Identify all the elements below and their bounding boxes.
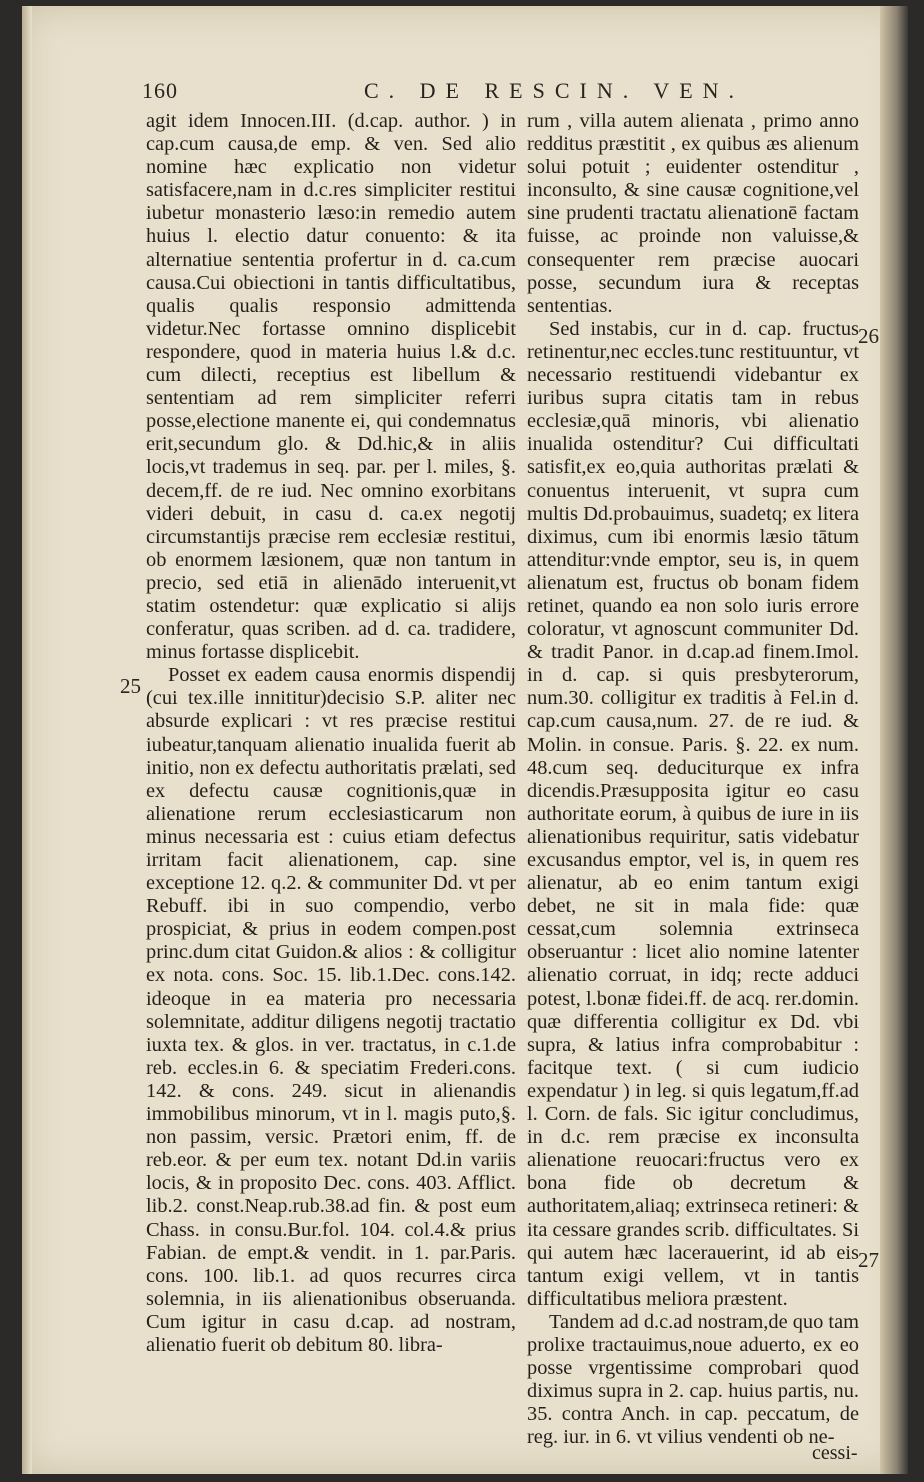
- running-title: C. DE RESCIN. VEN.: [364, 78, 745, 103]
- left-paragraph-1: agit idem Innocen.III. (d.cap. author. ) in cap.cum causa,de emp. & ven. Sed alio nomine hæc explicatio non videtur satisfacere,nam in d.c.res simpliciter restitui iubetur monasterio læso:in remedio autem huius l. electio datur conuento: & ita alternatiue sententia profertur in d. ca.cum causa.Cui obiectioni in tantis difficultatibus, qualis qualis responsio admittenda videtur.Nec fortasse omnino displicebit respondere, quod in materia huius l.& d.c. cum dilecti, receptius est libellum & sententiam ad rem simpliciter referri posse,electione manente ei, qui condemnatus erit,secundum glo. & Dd.hic,& in aliis locis,vt trademus in seq. par. per l. miles, §. decem,ff. de re iud. Nec omnino exorbitans videri debuit, in casu d. ca.ex negotij circumstantijs præcise rem ecclesiæ restitui, ob enormem læsionem, quæ non tantum in precio, sed etiā in alienādo interuenit,vt statim ostendetur: quæ explicatio si alijs conferatur, quas scriben. ad d. ca. tradidere, minus fortasse displicebit.: [146, 110, 516, 664]
- left-paragraph-2: Posset ex eadem causa enormis dispendij (cui tex.ille innititur)decisio S.P. aliter nec absurde explicari : vt res præcise restitui iubeatur,tanquam alienatio inualida fuerit ab initio, non ex defectu authoritatis prælati, sed ex defectu causæ cognitionis,quæ in alienatione rerum ecclesiasticarum non minus necessaria est : cuius etiam defectus irritam facit alienationem, cap. sine exceptione 12. q.2. & communiter Dd. vt per Rebuff. ibi in suo compendio, verbo prospiciat, & prius in eodem compen.post princ.dum citat Guidon.& alios : & colligitur ex nota. cons. Soc. 15. lib.1.Dec. cons.142. ideoque in ea materia pro necessaria solemnitate, additur diligens negotij tractatio iuxta tex. & glos. in ver. tractatus, in c.1.de reb. eccles.in 6. & speciatim Frederi.cons. 142. & cons. 249. sicut in alienandis immobilibus minorum, vt in l. magis puto,§. non passim, versic. Prætori enim, ff. de reb.eor. & per eum tex. notant Dd.in variis locis, & in proposito Dec. cons. 403. Afflict. lib.2. const.Neap.rub.38.ad fin. & post eum Chass. in consu.Bur.fol. 104. col.4.& prius Fabian. de empt.& vendit. in 1. par.Paris. cons. 100. lib.1. ad quos recurres circa solemnia, in iis alienationibus obseruanda. Cum igitur in casu d.cap. ad nostram, alienatio fuerit ob debitum 80. libra-: [146, 664, 516, 1356]
- book-page: [22, 6, 908, 1474]
- right-paragraph-1: rum , villa autem alienata , primo anno redditus præstitit , ex quibus æs alienum solui potuit ; euidenter ostenditur , inconsulto, & sine causæ cognitione,vel sine prudenti tractatu alienationē factam fuisse, ac proinde non valuisse,& consequenter rem præcise auocari posse, secundum iura & receptas sententias.: [527, 110, 859, 317]
- page-number: 160: [142, 78, 178, 103]
- right-paragraph-3: Tandem ad d.c.ad nostram,de quo tam prolixe tractauimus,noue aduerto, ex eo posse vrgentissime comprobari quod diximus supra in 2. cap. huius partis, nu. 35. contra Anch. in cap. peccatum, de reg. iur. in 6. vt vilius vendenti ob ne-: [527, 1310, 860, 1449]
- left-column: [146, 110, 516, 1357]
- catchword: cessi-: [812, 1442, 858, 1464]
- right-column: [527, 110, 859, 1449]
- margin-number-26: 26: [858, 324, 879, 348]
- margin-number-25: 25: [120, 674, 141, 698]
- page-gutter: [880, 6, 908, 1474]
- right-paragraph-2: Sed instabis, cur in d. cap. fructus retinentur,nec eccles.tunc restituuntur, vt necessario restituendi videbantur ex iuribus supra citatis tam in rebus ecclesiæ,quā minoris, vbi alienatio inualida ostenditur? Cui difficultati satisfit,ex eo,quia authoritas prælati & conuentus interuenit, vt supra cum multis Dd.probauimus, suadetq; ex litera diximus, cum ibi enormis læsio tātum attenditur:vnde emptor, seu is, in quem alienatum est, fructus ob bonam fidem retinet, quando ea non solo iuris errore coloratur, vt agnoscunt communiter Dd. & tradit Panor. in d.cap.ad finem.Imol. in d. cap. si quis presbyterorum, num.30. colligitur ex traditis à Fel.in d. cap.cum causa,num. 27. de re iud. & Molin. in consue. Paris. §. 22. ex num. 48.cum seq. deduciturque ex infra dicendis.Præsupposita igitur eo casu authoritate eorum, à quibus de iure in iis alienationibus requiritur, satis videbatur excusandus emptor, vel is, in quem res alienatur, ab eo enim tantum exigi debet, ne sit in mala fide: quæ cessat,cum solemnia extrinseca obseruantur : licet alio nomine latenter alienatio corruat, in idq; recte adduci potest, l.bonæ fidei.ff. de acq. rer.domin. quæ differentia colligitur ex Dd. vbi supra, & latius infra comprobabitur : facitque text. ( si cum iudicio expendatur ) in leg. si quis legatum,ff.ad l. Corn. de fals. Sic igitur concludimus, in d.c. rem præcise ex inconsulta alienatione reuocari:fructus vero ex bona fide ob decretum & authoritatem,aliaq; extrinseca retineri: & ita cessare grandes scrib. difficultates. Si qui autem hæc lacerauerint, id ab eis tantum exigi vellem, vt in tantis difficultatibus meliora præstent.: [527, 317, 859, 1310]
- page-left-edge: [22, 6, 32, 1474]
- margin-number-27: 27: [858, 1248, 879, 1272]
